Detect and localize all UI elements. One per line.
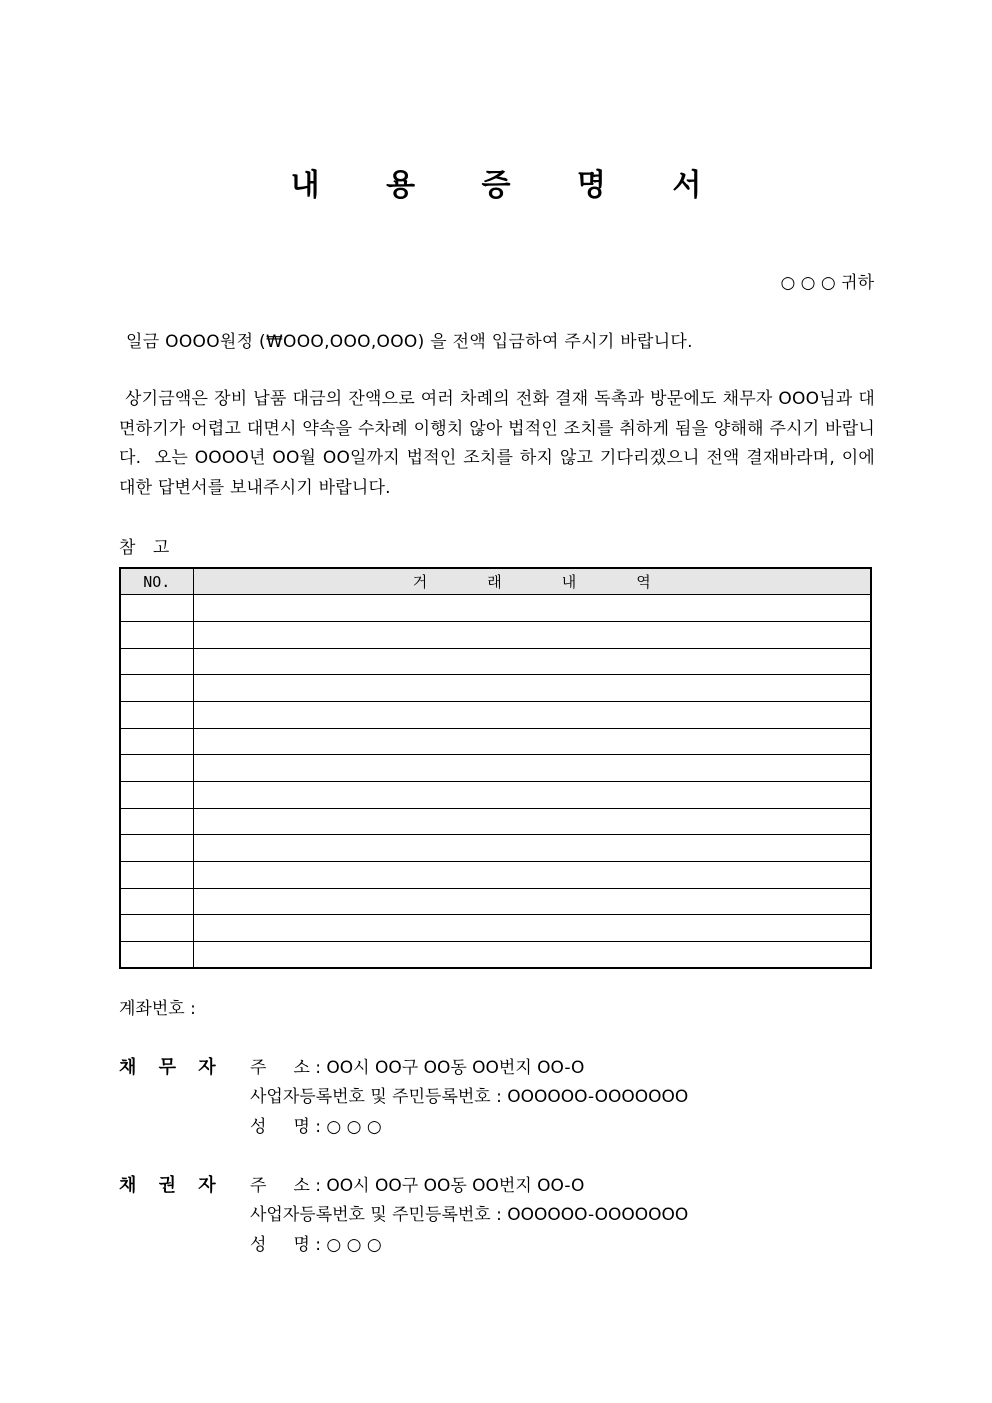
table-row xyxy=(120,915,871,942)
row-transaction-cell xyxy=(193,835,871,862)
table-row xyxy=(120,888,871,915)
table-row xyxy=(120,621,871,648)
creditor-address: 주 소 : OO시 OO구 OO동 OO번지 OO-O xyxy=(250,1176,585,1196)
row-transaction-cell xyxy=(193,915,871,942)
row-number-cell xyxy=(120,675,193,702)
amount-request-line: 일금 OOOO원정 (₩OOO,OOO,OOO) 을 전액 입금하여 주시기 바랍니다. xyxy=(126,332,693,352)
table-row xyxy=(120,595,871,622)
column-header-transaction: 거래내역 xyxy=(193,568,871,595)
debtor-registration: 사업자등록번호 및 주민등록번호 : OOOOOO-OOOOOOO xyxy=(250,1087,689,1107)
creditor-label: 채 권 자 xyxy=(119,1175,224,1196)
row-number-cell xyxy=(120,621,193,648)
table-row xyxy=(120,942,871,969)
row-transaction-cell xyxy=(193,862,871,889)
transaction-table xyxy=(119,567,872,969)
row-number-cell xyxy=(120,888,193,915)
row-transaction-cell xyxy=(193,595,871,622)
body-paragraph xyxy=(119,385,881,503)
debtor-address: 주 소 : OO시 OO구 OO동 OO번지 OO-O xyxy=(250,1058,585,1078)
row-transaction-cell xyxy=(193,782,871,809)
column-header-no: NO. xyxy=(120,568,193,595)
creditor-name: 성 명 : ○ ○ ○ xyxy=(250,1235,382,1255)
row-number-cell xyxy=(120,648,193,675)
debtor-label: 채 무 자 xyxy=(119,1057,224,1078)
row-transaction-cell xyxy=(193,942,871,969)
row-transaction-cell xyxy=(193,701,871,728)
table-header-row xyxy=(120,568,871,595)
row-transaction-cell xyxy=(193,621,871,648)
table-row xyxy=(120,675,871,702)
row-number-cell xyxy=(120,755,193,782)
table-row xyxy=(120,648,871,675)
recipient-line: ○ ○ ○ 귀하 xyxy=(780,273,874,293)
account-number-label: 계좌번호 : xyxy=(119,999,196,1019)
row-number-cell xyxy=(120,701,193,728)
row-number-cell xyxy=(120,808,193,835)
row-number-cell xyxy=(120,835,193,862)
creditor-registration: 사업자등록번호 및 주민등록번호 : OOOOOO-OOOOOOO xyxy=(250,1205,689,1225)
reference-label: 참 고 xyxy=(119,538,176,558)
row-transaction-cell xyxy=(193,755,871,782)
row-transaction-cell xyxy=(193,648,871,675)
document-title: 내 용 증 명 서 xyxy=(290,168,730,203)
row-number-cell xyxy=(120,862,193,889)
row-transaction-cell xyxy=(193,888,871,915)
debtor-name: 성 명 : ○ ○ ○ xyxy=(250,1117,382,1137)
row-number-cell xyxy=(120,915,193,942)
body-text: 상기금액은 장비 납품 대금의 잔액으로 여러 차례의 전화 결재 독촉과 방문에도 채무자 OOO님과 대면하기가 어렵고 대면시 약속을 수차례 이행치 않아 법적인 조치를 취하게 됨을 양해해 주시기 바랍니다. 오는 OOOO년 OO월 OO일까지 법적인 조치를 하지 않고 기다리겠으니 전액 결재바라며, 이에 대한 답변서를 보내주시기 바랍니다. xyxy=(119,389,881,498)
table-row xyxy=(120,808,871,835)
table-row xyxy=(120,701,871,728)
row-number-cell xyxy=(120,942,193,969)
row-number-cell xyxy=(120,782,193,809)
table-row xyxy=(120,835,871,862)
row-transaction-cell xyxy=(193,808,871,835)
row-number-cell xyxy=(120,728,193,755)
row-transaction-cell xyxy=(193,728,871,755)
table-row xyxy=(120,862,871,889)
row-number-cell xyxy=(120,595,193,622)
row-transaction-cell xyxy=(193,675,871,702)
table-row xyxy=(120,755,871,782)
table-row xyxy=(120,782,871,809)
table-row xyxy=(120,728,871,755)
transaction-table-body xyxy=(120,595,871,969)
